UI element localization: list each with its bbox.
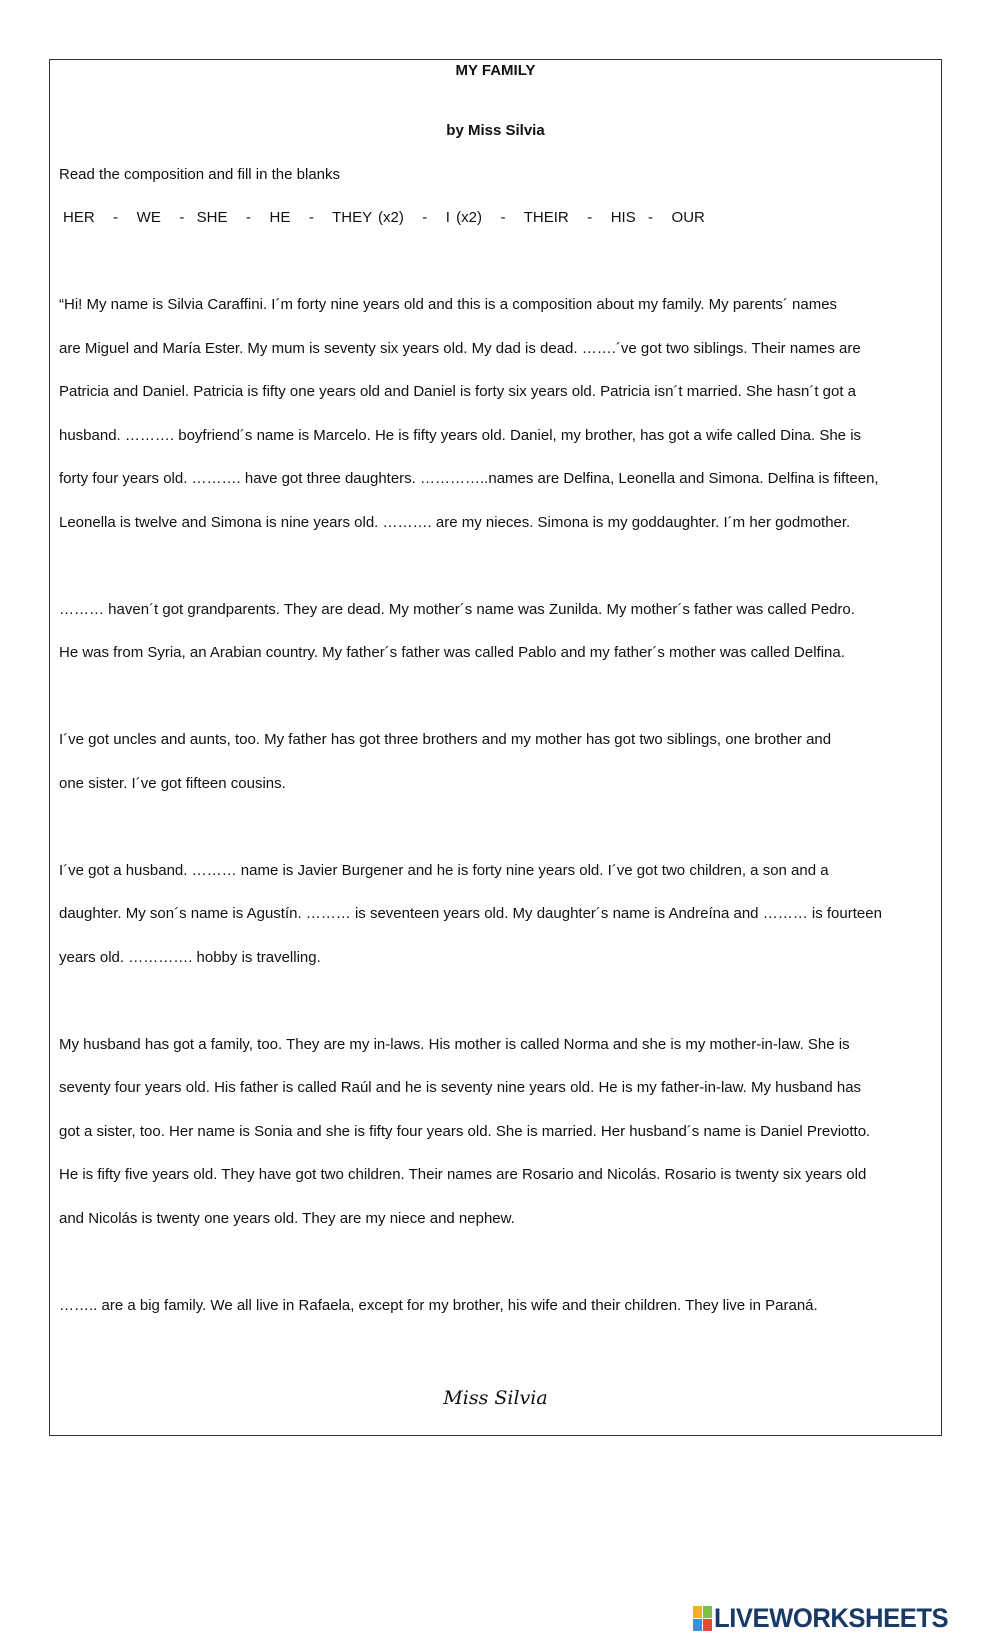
- logo-tiles-icon: [693, 1606, 712, 1631]
- composition-line: He is fifty five years old. They have got two children. Their names are Rosario and Nicolás. Rosario is twenty six years old: [59, 1166, 867, 1183]
- composition-line: are Miguel and María Ester. My mum is seventy six years old. My dad is dead. …….´ve got two siblings. Their names are: [59, 339, 861, 357]
- composition-line: Leonella is twelve and Simona is nine years old. ………. are my nieces. Simona is my goddaughter. I´m her godmother.: [59, 513, 851, 531]
- composition-line: daughter. My son´s name is Agustín. ……… is seventeen years old. My daughter´s name is Andreína and ……… is fourteen: [59, 905, 882, 922]
- liveworksheets-logo: [693, 1603, 961, 1634]
- composition-line: seventy four years old. His father is called Raúl and he is seventy nine years old. He is my father-in-law. My husband has: [59, 1079, 862, 1096]
- composition-line: and Nicolás is twenty one years old. They are my niece and nephew.: [59, 1209, 515, 1227]
- composition-line: one sister. I´ve got fifteen cousins.: [59, 774, 286, 792]
- composition-line: He was from Syria, an Arabian country. My father´s father was called Pablo and my father´s mother was called Delfina.: [59, 644, 845, 661]
- logo-text: LIVEWORKSHEETS: [714, 1603, 949, 1633]
- composition-line: I´ve got uncles and aunts, too. My father has got three brothers and my mother has got two siblings, one brother and: [59, 731, 832, 748]
- composition-line: My husband has got a family, too. They are my in-laws. His mother is called Norma and she is my mother-in-law. She is: [59, 1035, 850, 1053]
- composition-line: …….. are a big family. We all live in Rafaela, except for my brother, his wife and their children. They live in Paraná.: [59, 1296, 818, 1314]
- word-bank: HER - WE - SHE - HE - THEY (x2) - I (x2) - THEIR - HIS - OUR: [63, 209, 705, 226]
- composition-line: I´ve got a husband. ……… name is Javier Burgener and he is forty nine years old. I´ve got two children, a son and a: [59, 861, 829, 879]
- composition-line: years old. …………. hobby is travelling.: [59, 948, 321, 966]
- signature: Miss Silvia: [443, 1387, 548, 1409]
- composition-line: “Hi! My name is Silvia Caraffini. I´m forty nine years old and this is a composition about my family. My parents´ names: [59, 296, 838, 313]
- page-title: MY FAMILY: [455, 62, 536, 79]
- worksheet-frame: [49, 59, 942, 1436]
- composition-line: Patricia and Daniel. Patricia is fifty one years old and Daniel is forty six years old. Patricia isn´t married. She hasn´t got a: [59, 383, 857, 400]
- composition-line: got a sister, too. Her name is Sonia and she is fifty four years old. She is married. Her husband´s name is Daniel Previotto.: [59, 1122, 871, 1140]
- composition-line: husband. ………. boyfriend´s name is Marcelo. He is fifty years old. Daniel, my brother, has got a wife called Dina. She is: [59, 426, 862, 444]
- composition-line: forty four years old. ………. have got three daughters. …………..names are Delfina, Leonella and Simona. Delfina is fifteen,: [59, 470, 879, 487]
- instructions: Read the composition and fill in the blanks: [59, 166, 341, 183]
- author-line: by Miss Silvia: [446, 122, 545, 139]
- composition-line: ……… haven´t got grandparents. They are dead. My mother´s name was Zunilda. My mother´s father was called Pedro.: [59, 600, 855, 618]
